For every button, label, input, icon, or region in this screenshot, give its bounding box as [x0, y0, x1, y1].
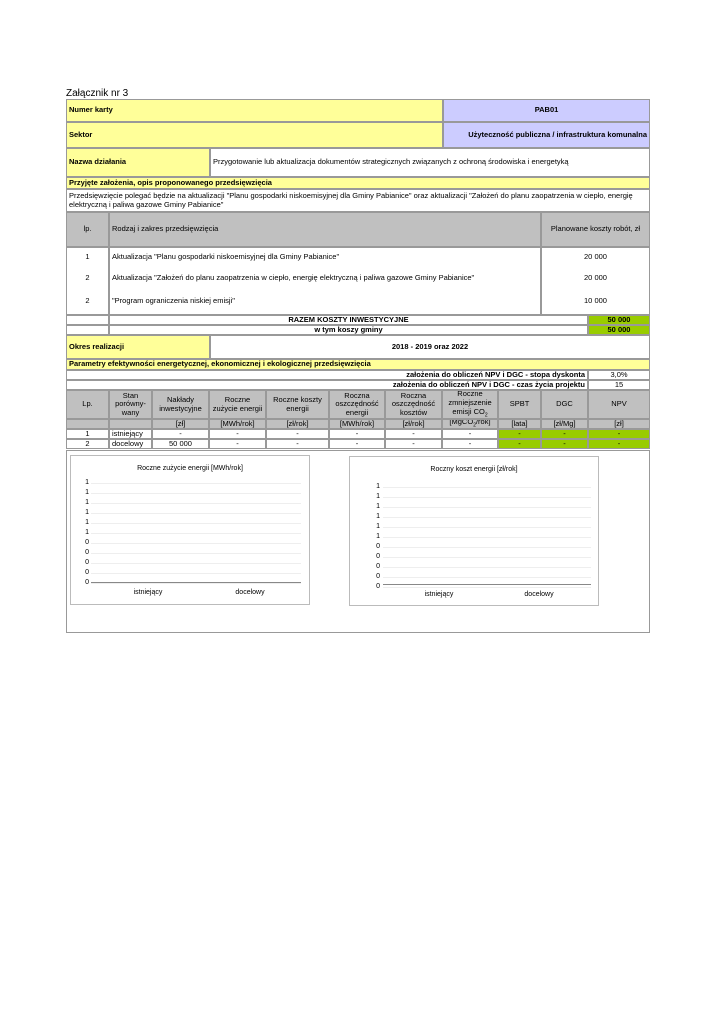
scope-row-name: "Program ograniczenia niskiej emisji" [109, 289, 541, 315]
params-header-cost-saving: Roczna oszczędność kosztów [385, 390, 442, 419]
chart-gridline [91, 553, 301, 554]
chart-gridline [383, 567, 591, 568]
lifetime-value: 15 [588, 380, 650, 390]
card-number-value: PAB01 [443, 99, 650, 122]
sector-label: Sektor [66, 122, 443, 148]
unit-cell-co2 [442, 419, 498, 429]
chart-tick-label: 1 [85, 519, 89, 526]
chart-tick-label: 0 [376, 583, 380, 590]
params-row-value: - [541, 429, 588, 439]
params-row-value: - [588, 439, 650, 449]
action-value: Przygotowanie lub aktualizacja dokumentów strategicznych związanych z ochroną środowiska i energetyką [210, 148, 650, 177]
chart-gridline [91, 533, 301, 534]
params-row-value: - [442, 439, 498, 449]
co2-header-text: Roczne zmniejszenie emisji $CO_2$ [448, 390, 492, 418]
chart-gridline [91, 573, 301, 574]
chart-tick-label: 1 [85, 509, 89, 516]
params-header-co2 [442, 390, 498, 419]
chart-tick-label: 0 [85, 569, 89, 576]
params-row-value: - [266, 439, 329, 449]
chart-category-label: istniejący [133, 589, 163, 596]
chart-gridline [91, 543, 301, 544]
params-row-state: istniejący [109, 429, 152, 439]
params-row-value: - [209, 439, 266, 449]
params-row-value: - [209, 429, 266, 439]
assumptions-label: Przyjęte założenia, opis proponowanego przedsięwzięcia [66, 177, 650, 189]
unit-cell: [lata] [498, 419, 541, 429]
chart-tick-label: 1 [85, 479, 89, 486]
municipal-label: w tym koszy gminy [109, 325, 588, 335]
chart-gridline [91, 493, 301, 494]
scope-row-lp: 2 [66, 289, 109, 315]
chart-tick-label: 0 [85, 559, 89, 566]
chart-title: Roczny koszt energii [zł/rok] [430, 466, 518, 473]
params-row-state: docelowy [109, 439, 152, 449]
params-row-value: 50 000 [152, 439, 209, 449]
scope-row-lp: 1 [66, 247, 109, 267]
scope-header-lp: lp. [66, 212, 109, 247]
params-row-value: - [329, 429, 385, 439]
scope-row-name: Aktualizacja "Założeń do planu zaopatrzenia w ciepło, energię elektryczną i paliwa gazowe Gminy Pabianice" [109, 267, 541, 289]
params-header-lp: Lp. [66, 390, 109, 419]
params-row-lp: 2 [66, 439, 109, 449]
params-header-energy-saving: Roczna oszczędność energii [329, 390, 385, 419]
params-row-value: - [498, 439, 541, 449]
unit-cell: [zł] [152, 419, 209, 429]
chart-tick-label: 1 [376, 513, 380, 520]
period-value: 2018 - 2019 oraz 2022 [210, 335, 650, 359]
sector-value: Użyteczność publiczna / infrastruktura komunalna [443, 122, 650, 148]
chart-gridline [91, 563, 301, 564]
chart-title: Roczne zużycie energii [MWh/rok] [137, 465, 243, 472]
scope-row-name: Aktualizacja "Planu gospodarki niskoemisyjnej dla Gminy Pabianice" [109, 247, 541, 267]
chart-gridline [91, 523, 301, 524]
chart-tick-label: 0 [85, 549, 89, 556]
chart-tick-label: 1 [85, 489, 89, 496]
unit-cell [66, 419, 109, 429]
period-label: Okres realizacji [66, 335, 210, 359]
chart-tick-label: 0 [376, 563, 380, 570]
chart-gridline [91, 513, 301, 514]
unit-cell [109, 419, 152, 429]
params-row-value: - [385, 429, 442, 439]
chart-gridline [91, 483, 301, 484]
chart-gridline [91, 583, 301, 584]
assumptions-text: Przedsięwzięcie polegać będzie na aktualizacji "Planu gospodarki niskoemisyjnej dla Gminy Pabianice" oraz aktualizacji "Założeń do planu zaopatrzenia w ciepło, energię elektryczną i paliwa gazowe Gminy Pabianice" [66, 189, 650, 212]
chart-gridline [383, 547, 591, 548]
chart-gridline [383, 577, 591, 578]
chart-category-label: docelowy [524, 591, 554, 598]
params-row-value: - [541, 439, 588, 449]
scope-header-name: Rodzaj i zakres przedsięwzięcia [109, 212, 541, 247]
chart-category-label: istniejący [424, 591, 454, 598]
unit-cell: [zł/rok] [266, 419, 329, 429]
chart-x-axis [91, 582, 301, 583]
params-row-value: - [266, 429, 329, 439]
total-value: 50 000 [588, 315, 650, 325]
unit-cell: [zł/rok] [385, 419, 442, 429]
params-row-value: - [498, 429, 541, 439]
chart-tick-label: 1 [376, 493, 380, 500]
scope-row-cost: 10 000 [541, 289, 650, 315]
params-row-value: - [152, 429, 209, 439]
params-row-value: - [329, 439, 385, 449]
card-number-label: Numer karty [66, 99, 443, 122]
params-row-value: - [385, 439, 442, 449]
municipal-spacer [66, 325, 109, 335]
chart-gridline [383, 487, 591, 488]
action-label: Nazwa działania [66, 148, 210, 177]
chart-gridline [383, 507, 591, 508]
lifetime-label: założenia do obliczeń NPV i DGC - czas życia projektu [66, 380, 588, 390]
params-header-investment: Nakłady inwestycyjne [152, 390, 209, 419]
chart-gridline [383, 587, 591, 588]
discount-value: 3,0% [588, 370, 650, 380]
municipal-value: 50 000 [588, 325, 650, 335]
params-row-lp: 1 [66, 429, 109, 439]
chart-gridline [383, 527, 591, 528]
total-spacer [66, 315, 109, 325]
unit-cell: [zł] [588, 419, 650, 429]
unit-cell: [MWh/rok] [209, 419, 266, 429]
params-row-value: - [588, 429, 650, 439]
scope-header-cost: Planowane koszty robót, zł [541, 212, 650, 247]
chart-tick-label: 1 [376, 483, 380, 490]
discount-label: założenia do obliczeń NPV i DGC - stopa dyskonta [66, 370, 588, 380]
annex-title: Załącznik nr 3 [66, 88, 129, 99]
chart-gridline [383, 557, 591, 558]
scope-row-lp: 2 [66, 267, 109, 289]
total-label: RAZEM KOSZTY INWESTYCYJNE [109, 315, 588, 325]
chart-gridline [91, 503, 301, 504]
co2-unit-text: [MgCO$_2$/rok] [449, 419, 491, 429]
chart-tick-label: 1 [376, 533, 380, 540]
chart-energy-cost [349, 456, 599, 606]
chart-tick-label: 0 [376, 553, 380, 560]
params-header-energy-cost: Roczne koszty energii [266, 390, 329, 419]
chart-tick-label: 0 [85, 539, 89, 546]
chart-tick-label: 1 [85, 499, 89, 506]
chart-tick-label: 1 [85, 529, 89, 536]
chart-tick-label: 1 [376, 523, 380, 530]
chart-category-label: docelowy [235, 589, 265, 596]
unit-cell: [MWh/rok] [329, 419, 385, 429]
params-header-dgc: DGC [541, 390, 588, 419]
chart-tick-label: 0 [376, 543, 380, 550]
params-header-spbt: SPBT [498, 390, 541, 419]
chart-gridline [383, 537, 591, 538]
unit-cell: [zł/Mg] [541, 419, 588, 429]
chart-gridline [383, 517, 591, 518]
scope-row-cost: 20 000 [541, 247, 650, 267]
chart-tick-label: 0 [85, 579, 89, 586]
params-row-value: - [442, 429, 498, 439]
chart-x-axis [383, 584, 591, 585]
params-header-npv: NPV [588, 390, 650, 419]
params-header-energy-use: Roczne zużycie energii [209, 390, 266, 419]
scope-row-cost: 20 000 [541, 267, 650, 289]
chart-energy-use [70, 455, 310, 605]
chart-gridline [383, 497, 591, 498]
params-header-state: Stan porówny-wany [109, 390, 152, 419]
chart-tick-label: 1 [376, 503, 380, 510]
params-label: Parametry efektywności energetycznej, ekonomicznej i ekologicznej przedsięwzięcia [66, 359, 650, 370]
chart-tick-label: 0 [376, 573, 380, 580]
